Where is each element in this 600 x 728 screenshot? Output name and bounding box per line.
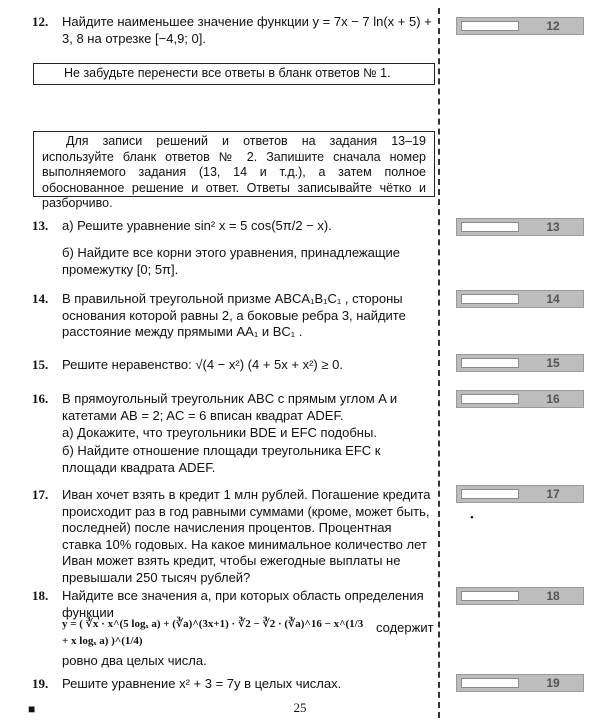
answer-slot[interactable] xyxy=(461,489,519,499)
problem-19-text: Решите уравнение x² + 3 = 7y в целых числах. xyxy=(62,676,342,691)
problem-18-intro: Найдите все значения a, при которых область определения функции xyxy=(62,588,424,620)
answer-slot[interactable] xyxy=(461,294,519,304)
answer-label: 16 xyxy=(546,392,560,406)
problem-16-number: 16. xyxy=(32,391,49,406)
answer-box-16[interactable] xyxy=(456,390,584,408)
problem-14-number: 14. xyxy=(32,291,49,306)
problem-15-number: 15. xyxy=(32,357,49,372)
answer-slot[interactable] xyxy=(461,222,519,232)
problem-15-text: Решите неравенство: √(4 − x²) (4 + 5x + x²) ≥ 0. xyxy=(62,357,343,372)
page-number: 25 xyxy=(293,700,307,715)
problem-18-number: 18. xyxy=(32,588,49,603)
problem-13-number: 13. xyxy=(32,218,49,233)
answer-box-15[interactable] xyxy=(456,354,584,372)
answer-box-12[interactable] xyxy=(456,17,584,35)
problem-18-tail: содержит xyxy=(376,620,434,635)
answer-label: 14 xyxy=(546,292,560,306)
answer-label: 12 xyxy=(546,19,560,33)
problem-18-end: ровно два целых числа. xyxy=(62,653,207,668)
answer-label: 17 xyxy=(546,487,560,501)
problem-12-number: 12. xyxy=(32,14,49,29)
problem-17-text: Иван хочет взять в кредит 1 млн рублей. Погашение кредита происходит раз в год равными суммами (кроме, может быть, последней) после начисления процентов. Процентная ставка 10% годовых. На какое минимальное количество лет Иван может взять кредит, чтобы ежегодные выплаты не превышали 250 тысяч рублей? xyxy=(62,487,431,585)
notice-transfer-answers: Не забудьте перенести все ответы в бланк ответов № 1. xyxy=(33,63,435,85)
problem-14-text: В правильной треугольной призме ABCA₁B₁C₁ , стороны основания которой равны 2, а боковые ребра 3, найдите расстояние между прямыми AA₁ и BC₁ . xyxy=(62,291,406,339)
problem-19-number: 19. xyxy=(32,676,49,691)
answer-box-17[interactable] xyxy=(456,485,584,503)
cut-line xyxy=(438,8,440,718)
answer-label: 15 xyxy=(546,356,560,370)
answer-box-14[interactable] xyxy=(456,290,584,308)
answer-slot[interactable] xyxy=(461,678,519,688)
stray-mark: ■ xyxy=(28,702,36,716)
stray-dot: • xyxy=(470,512,474,524)
answer-label: 19 xyxy=(546,676,560,690)
answer-label: 13 xyxy=(546,220,560,234)
answer-label: 18 xyxy=(546,589,560,603)
notice-solutions: Для записи решений и ответов на задания 13–19 используйте бланк ответов № 2. Запишите сначала номер выполняемого задания (13, 14 и т.д.), а затем полное обоснованное решение и ответ. Ответы записывайте чётко и разборчиво. xyxy=(33,131,435,197)
problem-12-text: Найдите наименьшее значение функции y = 7x − 7 ln(x + 5) + 3, 8 на отрезке [−4,9; 0]. xyxy=(62,14,432,46)
problem-18-formula: y = ( ∛x · x^(5 logₓ a) + (∛a)^(3x+1) · ∛2 − ∛2 · (∛a)^16 − x^(1/3 + x logₓ a) )^(1/4) xyxy=(62,618,364,647)
answer-slot[interactable] xyxy=(461,21,519,31)
answer-slot[interactable] xyxy=(461,591,519,601)
problem-13-part-b: б) Найдите все корни этого уравнения, принадлежащие промежутку [0; 5π]. xyxy=(62,245,401,277)
problem-16-part-a: а) Докажите, что треугольники BDE и EFC подобны. xyxy=(62,425,377,440)
answer-box-18[interactable] xyxy=(456,587,584,605)
problem-16-part-b: б) Найдите отношение площади треугольника EFC к площади квадрата ADEF. xyxy=(62,443,381,475)
answer-box-19[interactable] xyxy=(456,674,584,692)
answer-slot[interactable] xyxy=(461,394,519,404)
problem-13-part-a: а) Решите уравнение sin² x = 5 cos(5π/2 − x). xyxy=(62,218,332,233)
problem-16-text: В прямоугольный треугольник ABC с прямым углом A и катетами AB = 2; AC = 6 вписан квадрат ADEF. xyxy=(62,391,398,423)
problem-17-number: 17. xyxy=(32,487,49,502)
answer-slot[interactable] xyxy=(461,358,519,368)
answer-box-13[interactable] xyxy=(456,218,584,236)
